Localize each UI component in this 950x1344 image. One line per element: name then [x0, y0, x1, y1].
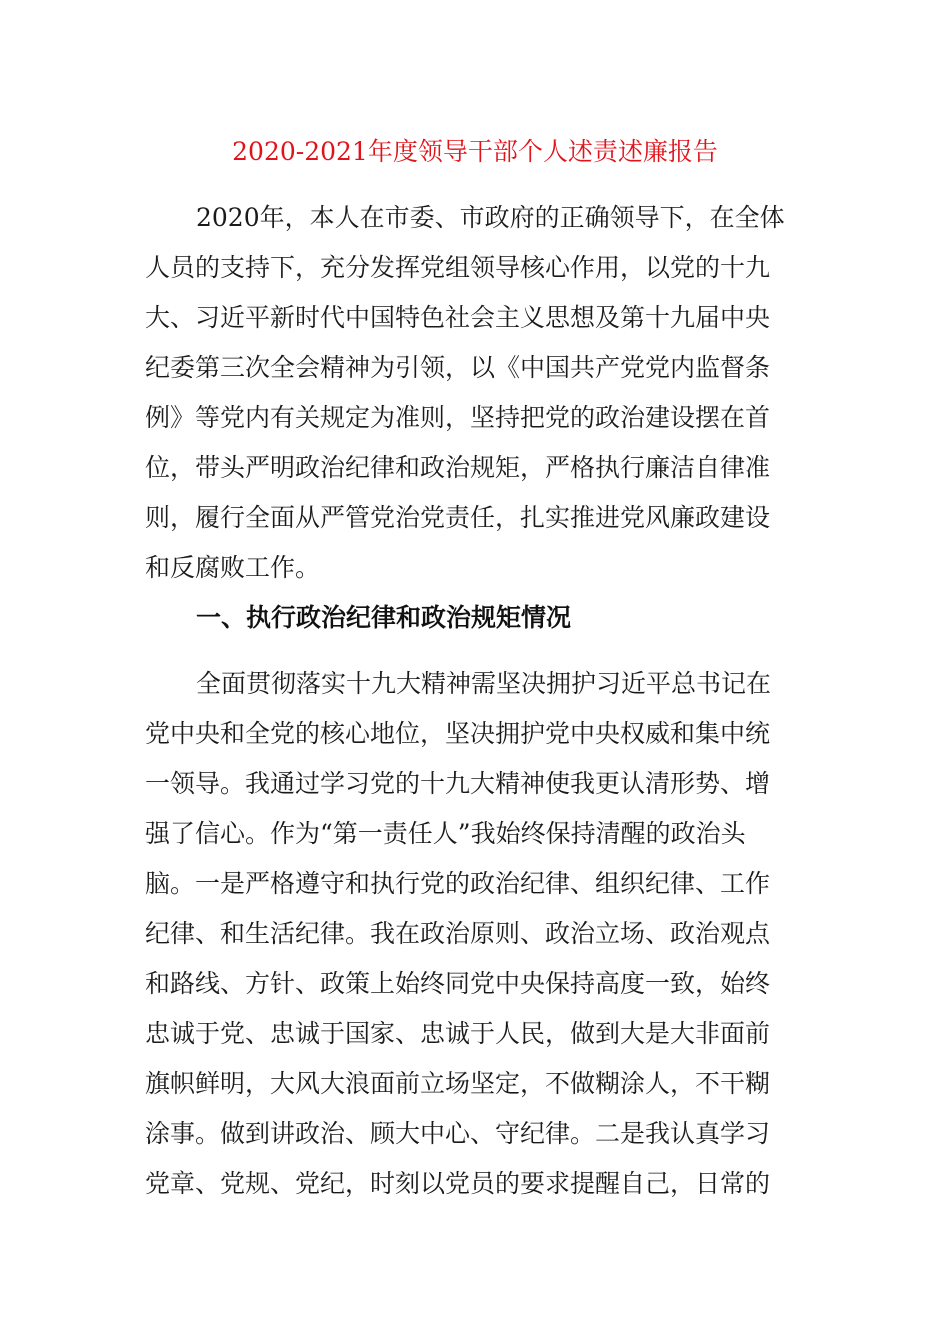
- document-title: 2020-2021年度领导干部个人述责述廉报告: [232, 137, 718, 166]
- document-page: 2020-2021年度领导干部个人述责述廉报告 2020年，本人在市委、市政府的正确领导下，在全体 人员的支持下，充分发挥党组领导核心作用，以党的十九 大、习近平新时代中国特色社会主义思想及第十九届中央 纪委第三次全会精神为引领，以《中国共产党党内监督条 例》等党内有关规定为准则，坚持把党的政治建设摆在首 位，带头严明政治纪律和政治规矩，严格执行廉洁自律准 则，履行全面从严管党治党责任，扎实推进党风廉政建设 和反腐败工作。 一、执行政治纪律和政治规矩情况 全面贯彻落实十九大精神需坚决拥护习近平总书记在 党中央和全党的核心地位，坚决拥护党中央权威和集中统 一领导。我通过学习党的十九大精神使我更认清形势、增 强了信心。作为“第一责任人”我始终保持清醒的政治头 脑。一是严格遵守和执行党的政治纪律、组织纪律、工作 纪律、和生活纪律。我在政治原则、政治立场、政治观点 和路线、方针、政策上始终同党中央保持高度一致，始终 忠诚于党、忠诚于国家、忠诚于人民，做到大是大非面前 旗帜鲜明，大风大浪面前立场坚定，不做糊涂人，不干糊 涂事。做到讲政治、顾大中心、守纪律。二是我认真学习 党章、党规、党纪，时刻以党员的要求提醒自己，日常的: [0, 0, 950, 1344]
